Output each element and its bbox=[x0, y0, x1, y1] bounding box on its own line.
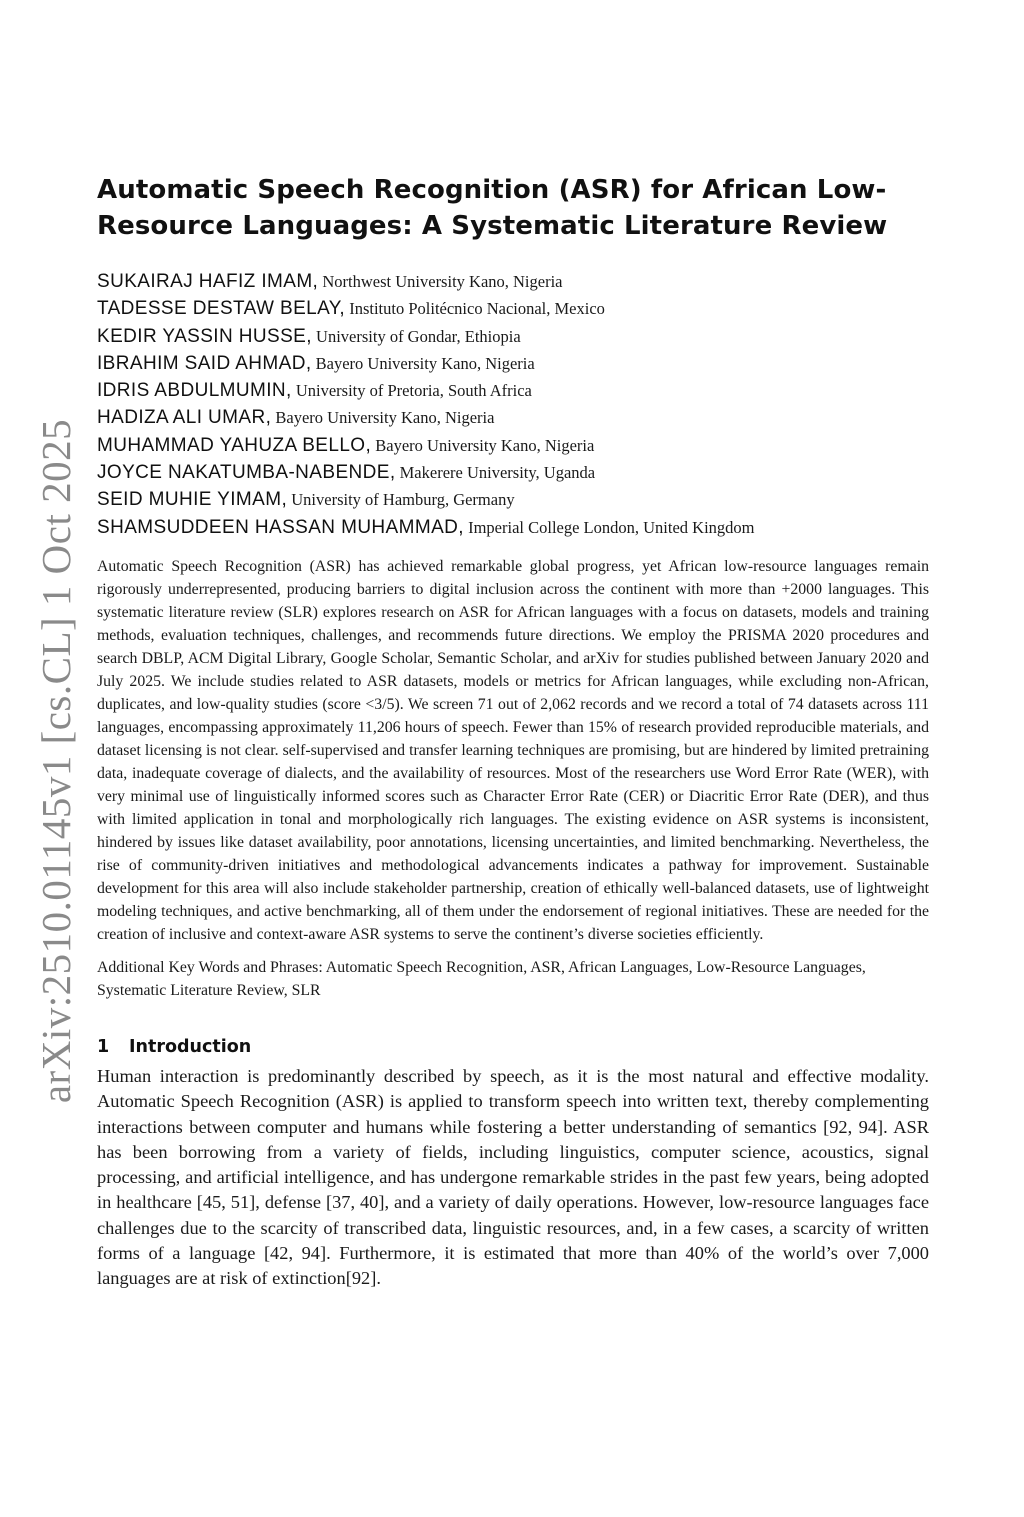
author-affiliation: Makerere University, Uganda bbox=[395, 463, 596, 483]
abstract: Automatic Speech Recognition (ASR) has achieved remarkable global progress, yet African low-resource languages remain rigorously underrepresented, producing barriers to digital inclusion across the continent with more than +2000 languages. This systematic literature review (SLR) explores research on ASR for African languages with a focus on datasets, models and training methods, evaluation techniques, challenges, and recommends future directions. We employ the PRISMA 2020 procedures and search DBLP, ACM Digital Library, Google Scholar, Semantic Scholar, and arXiv for studies published between January 2020 and July 2025. We include studies related to ASR datasets, models or metrics for African languages, while excluding non-African, duplicates, and low-quality studies (score <3/5). We screen 71 out of 2,062 records and we record a total of 74 datasets across 111 languages, encompassing approximately 11,206 hours of speech. Fewer than 15% of research provided reproducible materials, and dataset licensing is not clear. self-supervised and transfer learning techniques are promising, but are hindered by limited pretraining data, inadequate coverage of dialects, and the availability of resources. Most of the researchers use Word Error Rate (WER), with very minimal use of linguistically informed scores such as Character Error Rate (CER) or Diacritic Error Rate (DER), and thus with limited application in tonal and morphologically rich languages. The existing evidence on ASR systems is inconsistent, hindered by issues like dataset availability, poor annotations, licensing uncertainties, and limited benchmarking. Nevertheless, the rise of community-driven initiatives and methodological advancements indicates a pathway for improvement. Sustainable development for this area will also include stakeholder partnership, creation of ethically well-balanced datasets, use of lightweight modeling techniques, and active benchmarking, all of them under the endorsement of regional initiatives. These are needed for the creation of inclusive and context-aware ASR systems to serve the continent’s diverse societies efficiently. bbox=[97, 557, 929, 943]
paper-title: Automatic Speech Recognition (ASR) for African Low-Resource Languages: A Systematic Literature Review bbox=[97, 175, 888, 241]
author-affiliation: Bayero University Kano, Nigeria bbox=[311, 353, 535, 373]
author-entry bbox=[97, 432, 929, 459]
author-entry bbox=[97, 514, 929, 541]
author-name: KEDIR YASSIN HUSSE, bbox=[97, 325, 312, 347]
author-affiliation: University of Gondar, Ethiopia bbox=[311, 326, 521, 346]
author-name: IDRIS ABDULMUMIN, bbox=[97, 380, 292, 402]
author-name: IBRAHIM SAID AHMAD, bbox=[97, 352, 312, 374]
author-name: SHAMSUDDEEN HASSAN MUHAMMAD, bbox=[97, 516, 464, 538]
arxiv-identifier: arXiv:2510.01145v1 [cs.CL] 1 Oct 2025 bbox=[33, 418, 79, 1104]
author-entry bbox=[97, 268, 929, 295]
author-entry bbox=[97, 295, 929, 322]
author-entry bbox=[97, 459, 929, 486]
author-affiliation: Northwest University Kano, Nigeria bbox=[318, 272, 563, 291]
author-name: HADIZA ALI UMAR, bbox=[97, 407, 272, 429]
section-number: 1 bbox=[97, 1036, 110, 1057]
author-affiliation: Bayero University Kano, Nigeria bbox=[371, 435, 595, 455]
author-name: JOYCE NAKATUMBA-NABENDE, bbox=[97, 462, 396, 484]
author-name: TADESSE DESTAW BELAY, bbox=[97, 298, 346, 320]
author-name: SUKAIRAJ HAFIZ IMAM, bbox=[97, 271, 319, 292]
author-affiliation: University of Pretoria, South Africa bbox=[291, 381, 532, 401]
author-entry bbox=[97, 404, 929, 431]
author-affiliation: Bayero University Kano, Nigeria bbox=[271, 408, 495, 428]
introduction-paragraph: Human interaction is predominantly described by speech, as it is the most natural and effective modality. Automatic Speech Recognition (ASR) is applied to transform speech into written text, thereby complementing interactions between computer and humans while fostering a better understanding of semantics [92, 94]. ASR has been borrowing from a variety of fields, including linguistics, computer science, acoustics, signal processing, and artificial intelligence, and has undergone remarkable strides in the past few years, being adopted in healthcare [45, 51], defense [37, 40], and a variety of daily operations. However, low-resource languages face challenges due to the scarcity of transcribed data, linguistic resources, and, in a few cases, a scarcity of written forms of a language [42, 94]. Furthermore, it is estimated that more than 40% of the world’s over 7,000 languages are at risk of extinction[92]. bbox=[97, 1065, 929, 1289]
author-affiliation: Imperial College London, United Kingdom bbox=[463, 517, 755, 537]
arxiv-identifier-sidebar bbox=[26, 405, 86, 1117]
author-entry bbox=[97, 486, 929, 513]
author-name: SEID MUHIE YIMAM, bbox=[97, 489, 288, 511]
section-title: Introduction bbox=[129, 1036, 252, 1057]
author-name: MUHAMMAD YAHUZA BELLO, bbox=[97, 434, 372, 456]
paper-page bbox=[97, 172, 929, 1292]
keywords: Additional Key Words and Phrases: Automatic Speech Recognition, ASR, African Languages, Low-Resource Languages, Systematic Literature Review, SLR bbox=[97, 958, 866, 999]
author-entry bbox=[97, 350, 929, 377]
section-heading-introduction bbox=[97, 1035, 929, 1059]
author-list bbox=[97, 268, 929, 541]
author-affiliation: University of Hamburg, Germany bbox=[287, 490, 515, 510]
author-affiliation: Instituto Politécnico Nacional, Mexico bbox=[345, 299, 605, 319]
author-entry bbox=[97, 323, 929, 350]
author-entry bbox=[97, 377, 929, 404]
